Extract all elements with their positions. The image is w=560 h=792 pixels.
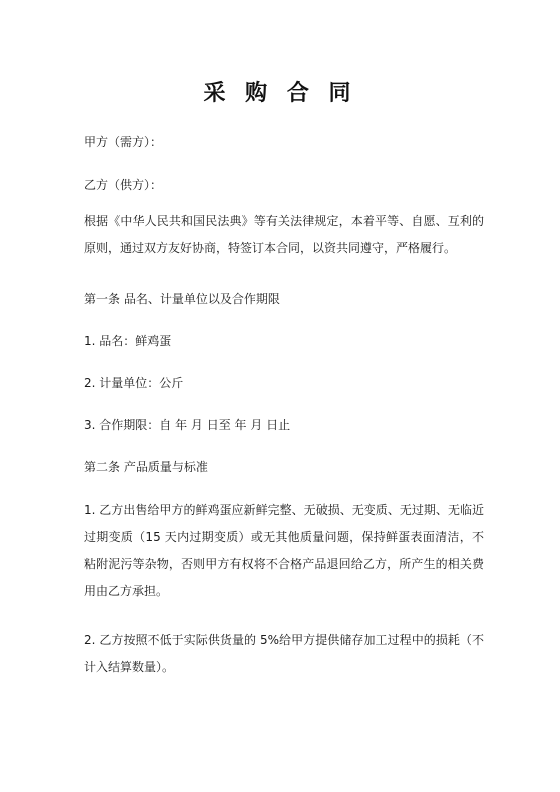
party-b-line: 乙方（供方）：	[84, 178, 163, 192]
article-2-item-1: 1. 乙方出售给甲方的鲜鸡蛋应新鲜完整、无破损、无变质、无过期、无临近过期变质（15 天内过期变质）或无其他质量问题，保持鲜蛋表面清洁，不粘附泥污等杂物，否则甲方有权将不合格产品退回给乙方，所产生的相关费用由乙方承担。	[84, 503, 484, 598]
article-1-item-3: 3. 合作期限：自 年 月 日至 年 月 日止	[84, 418, 291, 432]
article-1-item-1: 1. 品名：鲜鸡蛋	[84, 334, 172, 348]
article-2-item-2: 2. 乙方按照不低于实际供货量的 5%给甲方提供储存加工过程中的损耗（不计入结算数量）。	[84, 633, 484, 674]
article-1-heading: 第一条 品名、计量单位以及合作期限	[84, 292, 280, 306]
preamble-paragraph: 根据《中华人民共和国民法典》等有关法律规定，本着平等、自愿、互利的原则，通过双方友好协商，特签订本合同，以资共同遵守，严格履行。	[84, 214, 484, 255]
article-2-heading: 第二条 产品质量与标准	[84, 460, 208, 474]
party-a-line: 甲方（需方）：	[84, 135, 163, 149]
article-1-item-2: 2. 计量单位：公斤	[84, 376, 184, 390]
contract-title: 采 购 合 同	[203, 80, 357, 106]
